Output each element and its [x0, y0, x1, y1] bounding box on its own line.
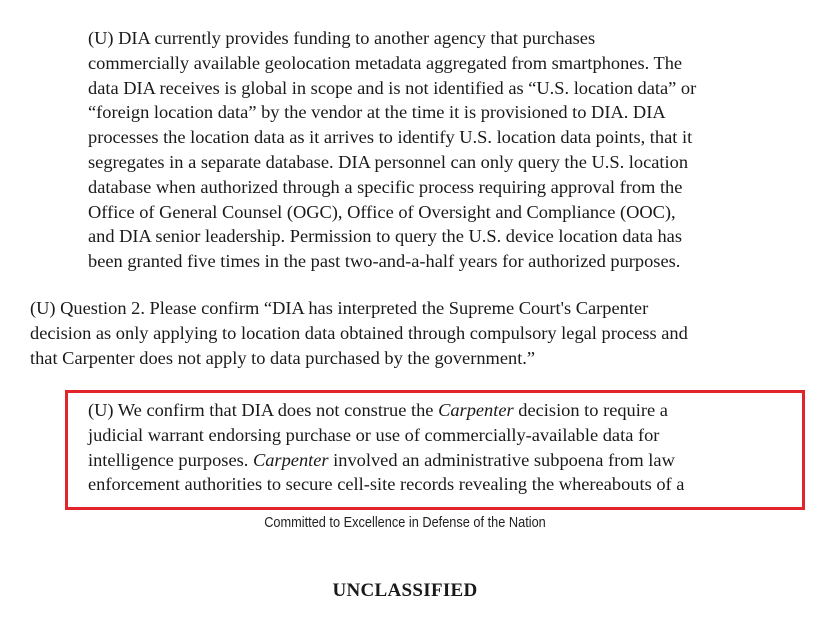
case-name-carpenter: Carpenter	[438, 400, 514, 420]
text-line: enforcement authorities to secure cell-site records revealing the whereabouts of a	[88, 474, 685, 495]
text-line: judicial warrant endorsing purchase or use of commercially-available data for	[88, 424, 660, 445]
text-line	[88, 448, 684, 473]
text-line: processes the location data as it arrives to identify U.S. location data points, that it	[88, 127, 693, 148]
text-line: decision as only applying to location data obtained through compulsory legal process and	[30, 322, 688, 343]
text-segment: decision to require a	[513, 400, 668, 420]
text-segment: involved an administrative subpoena from law	[328, 449, 675, 470]
text-line: been granted five times in the past two-and-a-half years for authorized purposes.	[88, 251, 681, 272]
text-line: “foreign location data” by the vendor at the time it is provisioned to DIA. DIA	[88, 102, 666, 123]
text-segment: (U) We confirm that DIA does not construe the	[88, 400, 439, 420]
footer-motto: Committed to Excellence in Defense of the Nation	[264, 515, 546, 531]
text-line: segregates in a separate database. DIA personnel can only query the U.S. location	[88, 151, 689, 172]
text-line: that Carpenter does not apply to data purchased by the government.”	[30, 347, 536, 368]
text-segment: intelligence purposes.	[88, 449, 253, 470]
text-line: (U) DIA currently provides funding to another agency that purchases	[88, 28, 596, 48]
dia-funding-paragraph	[88, 26, 696, 274]
text-line: Office of General Counsel (OGC), Office of Oversight and Compliance (OOC),	[88, 201, 676, 222]
question-2-paragraph	[30, 296, 688, 370]
classification-marking: UNCLASSIFIED	[332, 580, 478, 601]
case-name-carpenter: Carpenter	[252, 449, 329, 470]
text-line: and DIA senior leadership. Permission to query the U.S. device location data has	[88, 226, 682, 247]
carpenter-answer-paragraph	[88, 398, 684, 497]
text-line	[88, 398, 684, 423]
text-line: commercially available geolocation metadata aggregated from smartphones. The	[88, 52, 683, 73]
text-line: (U) Question 2. Please confirm “DIA has interpreted the Supreme Court's Carpenter	[30, 298, 649, 318]
text-line: database when authorized through a specific process requiring approval from the	[88, 176, 683, 197]
text-line: data DIA receives is global in scope and is not identified as “U.S. location data” or	[88, 77, 697, 98]
